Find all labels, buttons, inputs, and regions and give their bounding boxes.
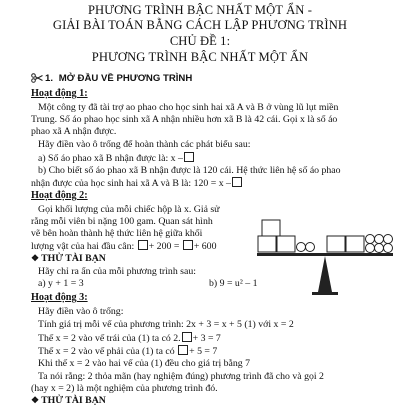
answer-box[interactable] xyxy=(183,240,193,250)
activity-1-label: Hoạt động 1: xyxy=(31,88,88,99)
activity-2-line-equation xyxy=(31,240,216,253)
activity-2-line: rằng mỗi viên bi nặng 100 gam. Quan sát hình xyxy=(31,216,213,227)
try-it-2-label: THỬ TÀI BẠN xyxy=(41,395,106,406)
activity-1-item-b-text: nhận được của học sinh hai xã A và B là: 120 = x – xyxy=(31,178,231,189)
try-it-1-item-a: a) y + 1 = 3 xyxy=(38,278,84,289)
try-it-1-heading xyxy=(31,253,106,264)
activity-1-item-b-line1: b) Cho biết số áo phao xã B nhận được là 120 cái. Hệ thức liên hệ số áo phao xyxy=(38,165,341,176)
activity-3-line: (hay x = 2) là một nghiệm của phương trình đó. xyxy=(31,383,218,394)
activity-3-line: Ta nói rằng: 2 thỏa mãn (hay nghiệm đúng) phương trình đã cho và gọi 2 xyxy=(38,371,324,382)
activity-3-left-end: + 3 = 7 xyxy=(192,333,221,344)
answer-box[interactable] xyxy=(138,240,148,250)
scissors-icon xyxy=(31,73,43,83)
equation-end: + 600 xyxy=(193,241,217,252)
activity-1-item-b-line2 xyxy=(31,177,243,190)
activity-3-line: Tính giá trị mỗi vế của phương trình: 2x + 3 = x + 5 (1) với x = 2 xyxy=(38,319,294,330)
activity-3-right-end: + 5 = 7 xyxy=(189,346,218,357)
try-it-2-heading xyxy=(31,395,106,406)
activity-2-line: Gọi khối lượng của mỗi chiếc hộp là x. Giả sử xyxy=(38,204,220,215)
try-it-1-prompt: Hãy chỉ ra ẩn của mỗi phương trình sau: xyxy=(38,266,196,277)
try-it-1-label: THỬ TÀI BẠN xyxy=(41,253,106,264)
try-it-1-item-b: b) 9 = u² – 1 xyxy=(209,278,258,289)
equation-middle: + 200 = xyxy=(148,241,180,252)
activity-3-line-right xyxy=(38,345,217,358)
activity-3-line: Khi thế x = 2 vào hai vế của (1) đều cho giá trị bằng 7 xyxy=(38,358,251,369)
activity-1-line: Trung. Số áo phao học sinh xã A nhận nhiều hơn xã B là 42 cái. Gọi x là số áo xyxy=(31,114,338,125)
activity-2-line-text: lượng vật của hai đầu cân: xyxy=(31,241,135,252)
activity-3-line: Hãy điền vào ô trống: xyxy=(38,306,124,317)
activity-1-line: Một công ty đã tài trợ ao phao cho học sinh hai xã A và B ở vùng lũ lụt miền xyxy=(38,102,339,113)
diamond-bullet-icon: ❖ xyxy=(31,395,40,405)
answer-box[interactable] xyxy=(184,152,194,162)
activity-2-label: Hoạt động 2: xyxy=(31,190,88,201)
activity-2-line: vẽ bên hoàn thành hệ thức liên hệ giữa khối xyxy=(31,228,203,239)
activity-3-line-left xyxy=(38,332,221,345)
activity-3-right-text: Thế x = 2 vào vế phải của (1) ta có xyxy=(38,346,175,357)
activity-1-line: phao xã A nhận được. xyxy=(31,126,117,137)
title-line-1: PHƯƠNG TRÌNH BẬC NHẤT MỘT ẨN - xyxy=(87,3,313,17)
answer-box[interactable] xyxy=(232,177,242,187)
section-title: MỞ ĐẦU VỀ PHƯƠNG TRÌNH xyxy=(58,73,193,84)
answer-box[interactable] xyxy=(182,332,192,342)
diamond-bullet-icon: ❖ xyxy=(31,253,40,263)
activity-1-line: Hãy điền vào ô trống để hoàn thành các phát biểu sau: xyxy=(38,139,251,150)
section-number: 1. xyxy=(45,73,54,84)
title-line-3: CHỦ ĐỀ 1: xyxy=(169,34,231,48)
activity-3-label: Hoạt động 3: xyxy=(31,292,88,303)
activity-1-item-a xyxy=(38,152,195,165)
activity-3-left-text: Thế x = 2 vào vế trái của (1) ta có 2. xyxy=(38,333,181,344)
title-line-4: PHƯƠNG TRÌNH BẬC NHẤT MỘT ẨN xyxy=(91,50,309,64)
answer-box[interactable] xyxy=(178,345,188,355)
activity-1-item-a-text: a) Số áo phao xã B nhận được là: x – xyxy=(38,153,183,164)
balance-scale-illustration xyxy=(255,218,395,296)
title-line-2: GIẢI BÀI TOÁN BẰNG CÁCH LẬP PHƯƠNG TRÌNH xyxy=(52,18,348,32)
section-heading xyxy=(45,73,192,84)
